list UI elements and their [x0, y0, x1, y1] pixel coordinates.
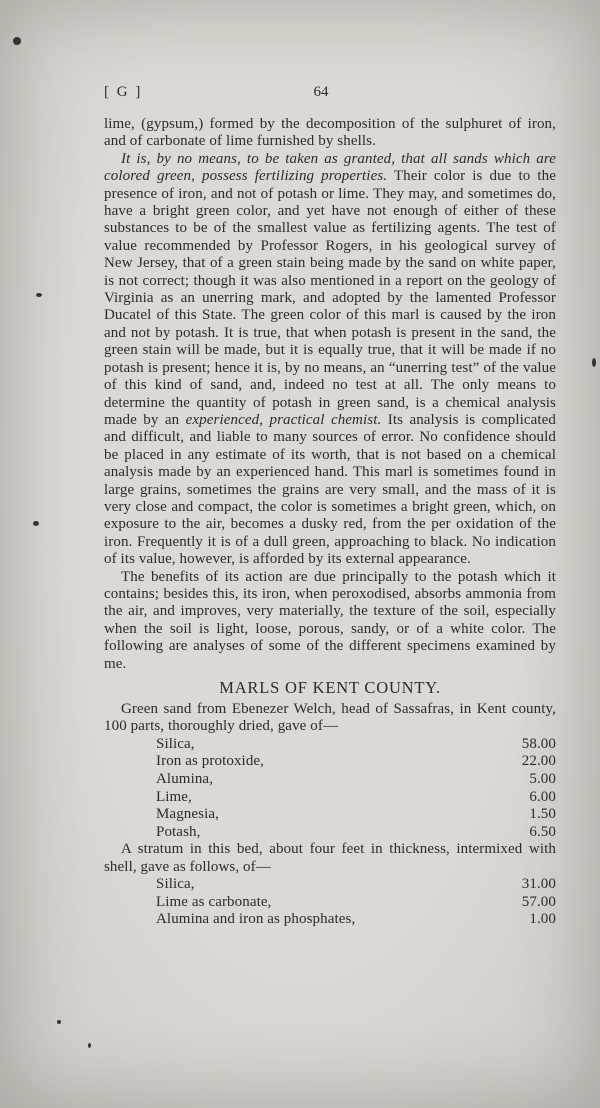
signature-mark: [ G ]	[104, 84, 143, 100]
scan-artifact	[592, 358, 596, 367]
table-row	[104, 736, 556, 754]
analysis-table-1	[104, 736, 556, 842]
row-value: 6.50	[529, 823, 556, 840]
scan-artifact	[88, 1043, 91, 1048]
page-number: 64	[313, 84, 329, 100]
table-row	[104, 806, 556, 824]
paragraph	[104, 116, 556, 151]
analysis-intro	[104, 701, 556, 736]
row-label: Potash,	[156, 823, 201, 840]
paragraph-text: A stratum in this bed, about four feet in thickness, intermixed with shell, gave as follows, of—	[104, 841, 556, 875]
italic-phrase: It is, by no means, to be taken as granted, that all sands which are colored green, possess fertilizing properties.	[104, 150, 556, 185]
row-label: Silica,	[156, 876, 195, 893]
row-label: Iron as protoxide,	[156, 753, 265, 770]
row-value: 6.00	[529, 788, 556, 805]
row-value: 31.00	[521, 876, 556, 893]
row-value: 22.00	[521, 753, 556, 770]
analysis-table-2	[104, 876, 556, 929]
scan-artifact	[13, 37, 21, 45]
row-label: Lime as carbonate,	[156, 893, 272, 910]
row-value: 1.50	[529, 806, 556, 823]
table-row	[104, 876, 556, 894]
row-label: Lime,	[156, 788, 192, 805]
analysis-intro	[104, 841, 556, 876]
paragraph-text: Green sand from Ebenezer Welch, head of Sassafras, in Kent county, 100 parts, thoroughly dried, gave of—	[104, 701, 556, 735]
row-label: Magnesia,	[156, 806, 219, 823]
table-row	[104, 771, 556, 789]
row-value: 57.00	[521, 893, 556, 910]
section-heading: MARLS OF KENT COUNTY.	[219, 678, 441, 697]
table-row	[104, 789, 556, 807]
paragraph-text: The benefits of its action are due principally to the potash which it contains; besides this, its iron, when peroxodised, absorbs ammonia from the air, and improves, very materially, the texture of the soil, especially when the soil is light, loose, porous, sandy, or of a white color. The following are analyses of some of the different specimens examined by me.	[104, 568, 556, 672]
paragraph-text: Their color is due to the presence of iron, and not of potash or lime. They may, and sometimes do, have a bright green color, and yet have not enough of either of these substances to be of the smallest value as fertilizing agents. The test of value recommended by Professor Rogers, in his geological survey of New Jersey, that of a green stain being made by the sand on white paper, is not correct; though it was also mentioned in a report on the geology of Virginia as an unerring mark, and adopted by the lamented Professor Ducatel of this State. The green color of this marl is caused by the iron and not by potash. It is true, that when potash is present in the sand, the green stain will be made, but it is equally true, that it will be made if no potash is present; hence it is, by no means, an “unerring test” of the value of this kind of sand, and, indeed no test at all. The only means to determine the quantity of potash in green sand, is a chemical analysis made by an	[104, 168, 556, 428]
row-label: Alumina and iron as phosphates,	[156, 911, 356, 928]
table-row	[104, 824, 556, 842]
page-header	[104, 84, 556, 104]
scan-artifact	[33, 521, 39, 526]
scan-artifact	[57, 1020, 61, 1024]
row-value: 1.00	[529, 911, 556, 928]
table-row	[104, 753, 556, 771]
italic-phrase: experienced, practical chemist.	[185, 411, 382, 428]
text-block	[104, 116, 556, 929]
table-row	[104, 911, 556, 929]
paragraph	[104, 569, 556, 673]
scan-artifact	[36, 293, 42, 297]
paragraph-text: lime, (gypsum,) formed by the decomposition of the sulphuret of iron, and of carbonate of lime furnished by shells.	[104, 116, 556, 150]
row-value: 5.00	[529, 771, 556, 787]
row-value: 58.00	[521, 735, 556, 752]
table-row	[104, 894, 556, 912]
row-label: Silica,	[156, 735, 195, 752]
paragraph	[104, 151, 556, 569]
row-label: Alumina,	[156, 771, 214, 787]
paragraph-text: Its analysis is complicated and difficult, and liable to many sources of error. No confidence should be placed in any estimate of its worth, that is not based on a chemical analysis made by an experienced hand. This marl is sometimes found in large grains, sometimes the grains are very small, and the mass of it is very close and compact, the color is sometimes a bright green, which, on exposure to the air, becomes a dusky red, from the per oxidation of the iron. Frequently it is of a dull green, approaching to black. No indication of its value, however, is afforded by its external appearance.	[104, 411, 556, 568]
